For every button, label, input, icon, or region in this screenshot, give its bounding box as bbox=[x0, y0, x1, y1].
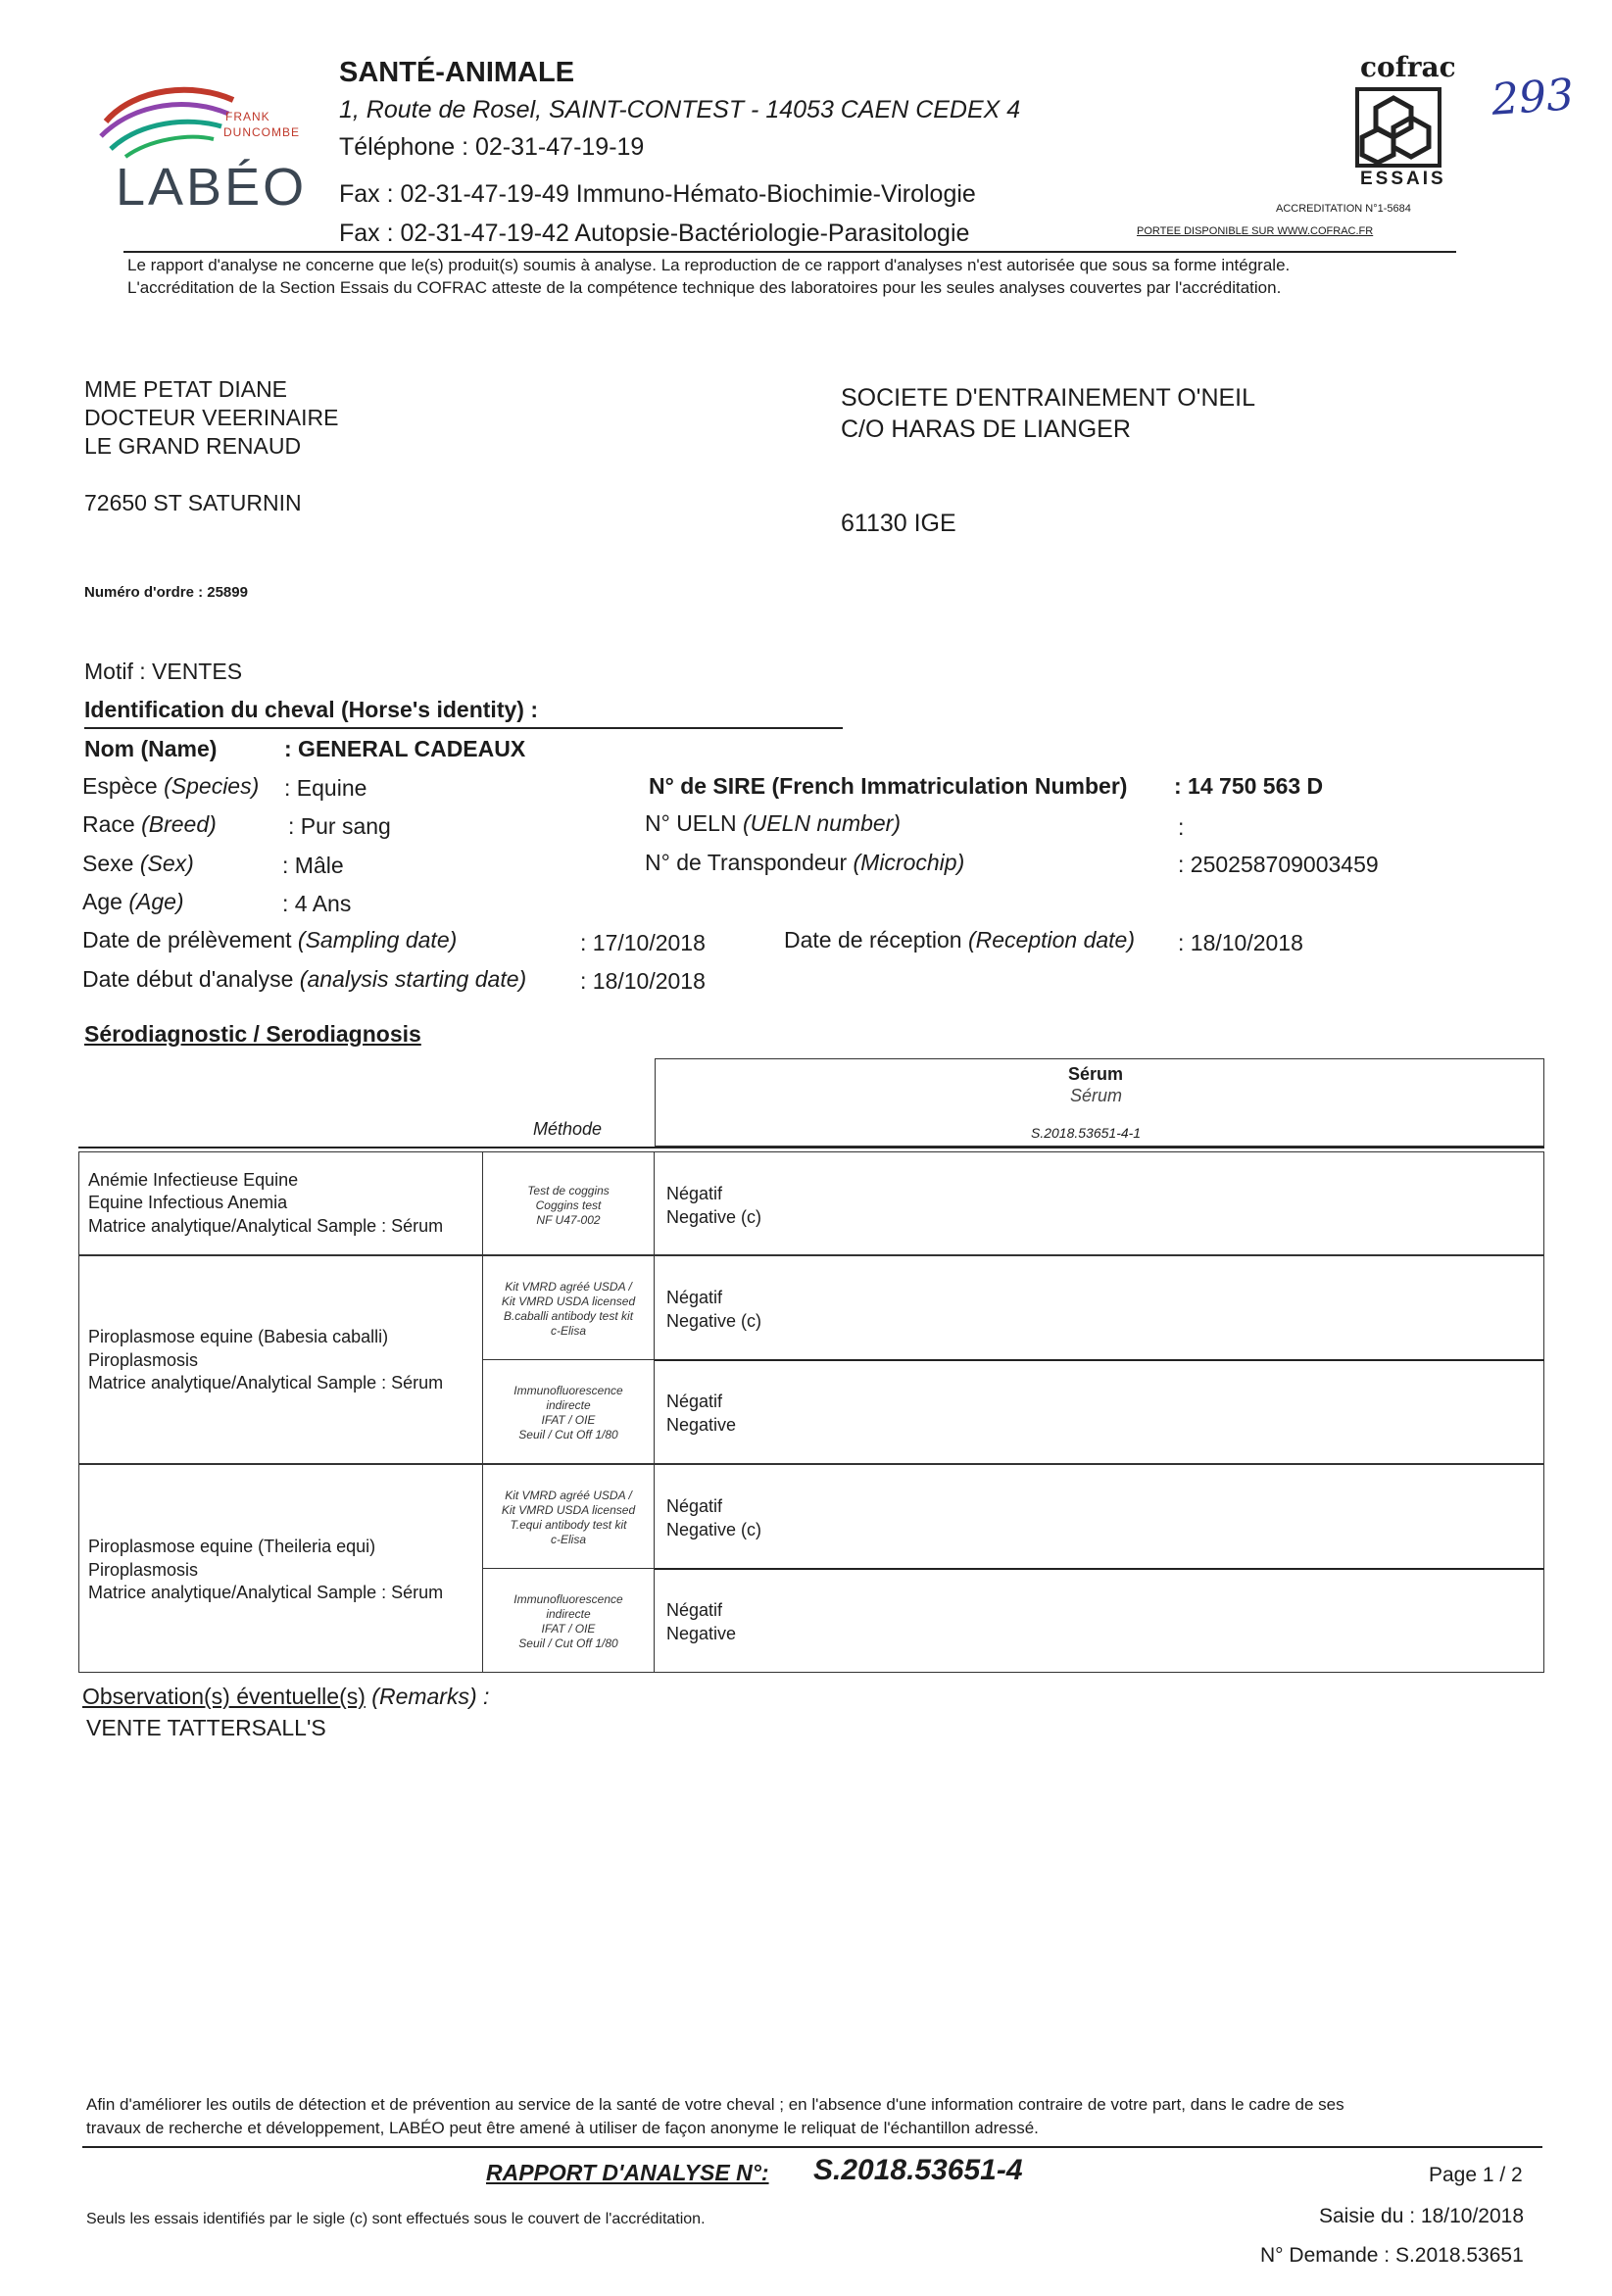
footer-notice-line2: travaux de recherche et développement, LABÉO peut être amené à utiliser de façon anonyme le reliquat de l'échantillon adressé. bbox=[86, 2119, 1039, 2137]
breed-label: Race (Breed) bbox=[82, 811, 217, 837]
owner-co: C/O HARAS DE LIANGER bbox=[841, 415, 1131, 443]
result-en: Negative bbox=[666, 1624, 737, 1643]
serum-header: Sérum bbox=[1068, 1064, 1124, 1084]
breed-value: : Pur sang bbox=[288, 813, 391, 839]
method-text: Kit VMRD agréé USDA / Kit VMRD USDA licensed B.caballi antibody test kit c-Elisa bbox=[501, 1280, 636, 1338]
owner-city: 61130 IGE bbox=[841, 510, 956, 537]
page-number: Page 1 / 2 bbox=[1429, 2164, 1523, 2186]
identification-divider bbox=[84, 727, 843, 729]
identification-heading: Identification du cheval (Horse's identity) : bbox=[84, 697, 538, 722]
demande-number: N° Demande : S.2018.53651 bbox=[1260, 2244, 1524, 2267]
sire-value: : 14 750 563 D bbox=[1174, 773, 1324, 799]
lab-title: SANTÉ-ANIMALE bbox=[339, 57, 575, 88]
lab-phone: Téléphone : 02-31-47-19-19 bbox=[339, 133, 645, 161]
recipient-name: MME PETAT DIANE bbox=[84, 376, 288, 402]
disclaimer-line2: L'accréditation de la Section Essais du COFRAC atteste de la compétence technique des laboratoires pour les seules analyses couvertes par l'accréditation. bbox=[127, 278, 1282, 297]
row-divider bbox=[655, 1568, 1544, 1570]
reception-value: : 18/10/2018 bbox=[1178, 930, 1303, 955]
reception-label: Date de réception (Reception date) bbox=[784, 927, 1136, 953]
lab-logo-sub1: FRANK bbox=[225, 110, 270, 123]
footer-notice-line1: Afin d'améliorer les outils de détection et de prévention au service de la santé de votre cheval ; en l'absence d'une information contraire de votre part, dans le cadre de ses bbox=[86, 2095, 1344, 2114]
serum-header-en: Sérum bbox=[1070, 1086, 1123, 1105]
analysis-matrix: Matrice analytique/Analytical Sample : Sérum bbox=[88, 1216, 444, 1236]
method-text: Immunofluorescence indirecte IFAT / OIE Seuil / Cut Off 1/80 bbox=[513, 1592, 623, 1650]
lab-logo-text: LABÉO bbox=[116, 158, 308, 217]
remarks-value: VENTE TATTERSALL'S bbox=[86, 1715, 326, 1740]
header-divider bbox=[123, 251, 1456, 253]
analysis-matrix: Matrice analytique/Analytical Sample : Sérum bbox=[88, 1373, 444, 1392]
analysis-name: Piroplasmose equine (Babesia caballi) bbox=[88, 1327, 389, 1346]
accreditation-note: Seuls les essais identifiés par le sigle (c) sont effectués sous le couvert de l'accréditation. bbox=[86, 2211, 706, 2227]
sex-value: : Mâle bbox=[282, 853, 344, 878]
cofrac-logo-icon bbox=[1354, 86, 1442, 169]
analysis-matrix: Matrice analytique/Analytical Sample : Sérum bbox=[88, 1583, 444, 1602]
analysis-name-en: Piroplasmosis bbox=[88, 1350, 199, 1370]
ueln-value: : bbox=[1178, 814, 1185, 840]
lab-logo-sub2: DUNCOMBE bbox=[223, 125, 301, 139]
method-text: Immunofluorescence indirecte IFAT / OIE Seuil / Cut Off 1/80 bbox=[513, 1384, 623, 1441]
age-label: Age (Age) bbox=[82, 889, 184, 914]
recipient-city: 72650 ST SATURNIN bbox=[84, 490, 302, 515]
report-number: S.2018.53651-4 bbox=[813, 2154, 1023, 2186]
lab-address: 1, Route de Rosel, SAINT-CONTEST - 14053 CAEN CEDEX 4 bbox=[339, 96, 1021, 123]
motif: Motif : VENTES bbox=[84, 659, 243, 684]
cofrac-essais: ESSAIS bbox=[1360, 169, 1446, 189]
sex-label: Sexe (Sex) bbox=[82, 851, 194, 876]
accreditation-number: ACCREDITATION N°1-5684 bbox=[1276, 203, 1411, 215]
result-fr: Négatif bbox=[666, 1392, 723, 1411]
species-value: : Equine bbox=[284, 775, 367, 801]
method-text: Kit VMRD agréé USDA / Kit VMRD USDA licensed T.equi antibody test kit c-Elisa bbox=[501, 1489, 636, 1546]
recipient-title: DOCTEUR VEERINAIRE bbox=[84, 405, 339, 430]
remarks-label: Observation(s) éventuelle(s) (Remarks) : bbox=[82, 1684, 490, 1709]
owner-name: SOCIETE D'ENTRAINEMENT O'NEIL bbox=[841, 384, 1256, 412]
start-label: Date début d'analyse (analysis starting date) bbox=[82, 966, 527, 992]
table-row bbox=[78, 1151, 1544, 1255]
sample-id: S.2018.53651-4-1 bbox=[1031, 1125, 1142, 1141]
transponder-value: : 250258709003459 bbox=[1178, 852, 1379, 877]
result-en: Negative (c) bbox=[666, 1311, 762, 1331]
disclaimer-line1: Le rapport d'analyse ne concerne que le(s) produit(s) soumis à analyse. La reproduction de ce rapport d'analyses n'est autorisée que sous sa forme intégrale. bbox=[127, 256, 1291, 274]
labeo-logo-icon bbox=[96, 82, 243, 161]
result-en: Negative bbox=[666, 1415, 737, 1435]
table-header-divider bbox=[78, 1147, 1544, 1148]
sampling-label: Date de prélèvement (Sampling date) bbox=[82, 927, 458, 953]
sire-label: N° de SIRE (French Immatriculation Number) bbox=[649, 773, 1128, 799]
footer-divider bbox=[82, 2146, 1542, 2148]
analysis-name: Anémie Infectieuse Equine bbox=[88, 1170, 299, 1190]
serology-heading: Sérodiagnostic / Serodiagnosis bbox=[84, 1021, 421, 1047]
report-label: RAPPORT D'ANALYSE N°: bbox=[486, 2160, 769, 2185]
lab-fax2: Fax : 02-31-47-19-42 Autopsie-Bactériologie-Parasitologie bbox=[339, 220, 970, 247]
saisie-date: Saisie du : 18/10/2018 bbox=[1319, 2205, 1524, 2227]
method-header: Méthode bbox=[533, 1119, 603, 1139]
sampling-value: : 17/10/2018 bbox=[580, 930, 706, 955]
ueln-label: N° UELN (UELN number) bbox=[645, 810, 901, 836]
result-fr: Négatif bbox=[666, 1288, 723, 1307]
result-en: Negative (c) bbox=[666, 1207, 762, 1227]
lab-fax1: Fax : 02-31-47-19-49 Immuno-Hémato-Biochimie-Virologie bbox=[339, 180, 976, 208]
analysis-name-en: Piroplasmosis bbox=[88, 1560, 199, 1580]
start-value: : 18/10/2018 bbox=[580, 968, 706, 994]
handwritten-number: 293 bbox=[1490, 70, 1576, 125]
analysis-name: Piroplasmose equine (Theileria equi) bbox=[88, 1537, 376, 1556]
method-text: Test de coggins Coggins test NF U47-002 bbox=[527, 1184, 610, 1227]
analysis-name-en: Equine Infectious Anemia bbox=[88, 1193, 288, 1212]
portee-link[interactable]: PORTEE DISPONIBLE SUR WWW.COFRAC.FR bbox=[1137, 225, 1374, 237]
name-label: Nom (Name) bbox=[84, 736, 218, 761]
result-en: Negative (c) bbox=[666, 1520, 762, 1539]
transponder-label: N° de Transpondeur (Microchip) bbox=[645, 850, 965, 875]
recipient-place: LE GRAND RENAUD bbox=[84, 433, 302, 459]
result-fr: Négatif bbox=[666, 1184, 723, 1203]
species-label: Espèce (Species) bbox=[82, 773, 260, 799]
cofrac-name: cofrac bbox=[1360, 51, 1456, 83]
name-value: : GENERAL CADEAUX bbox=[284, 736, 526, 761]
result-fr: Négatif bbox=[666, 1496, 723, 1516]
result-fr: Négatif bbox=[666, 1600, 723, 1620]
order-number: Numéro d'ordre : 25899 bbox=[84, 584, 248, 601]
row-divider bbox=[655, 1359, 1544, 1361]
age-value: : 4 Ans bbox=[282, 891, 352, 916]
